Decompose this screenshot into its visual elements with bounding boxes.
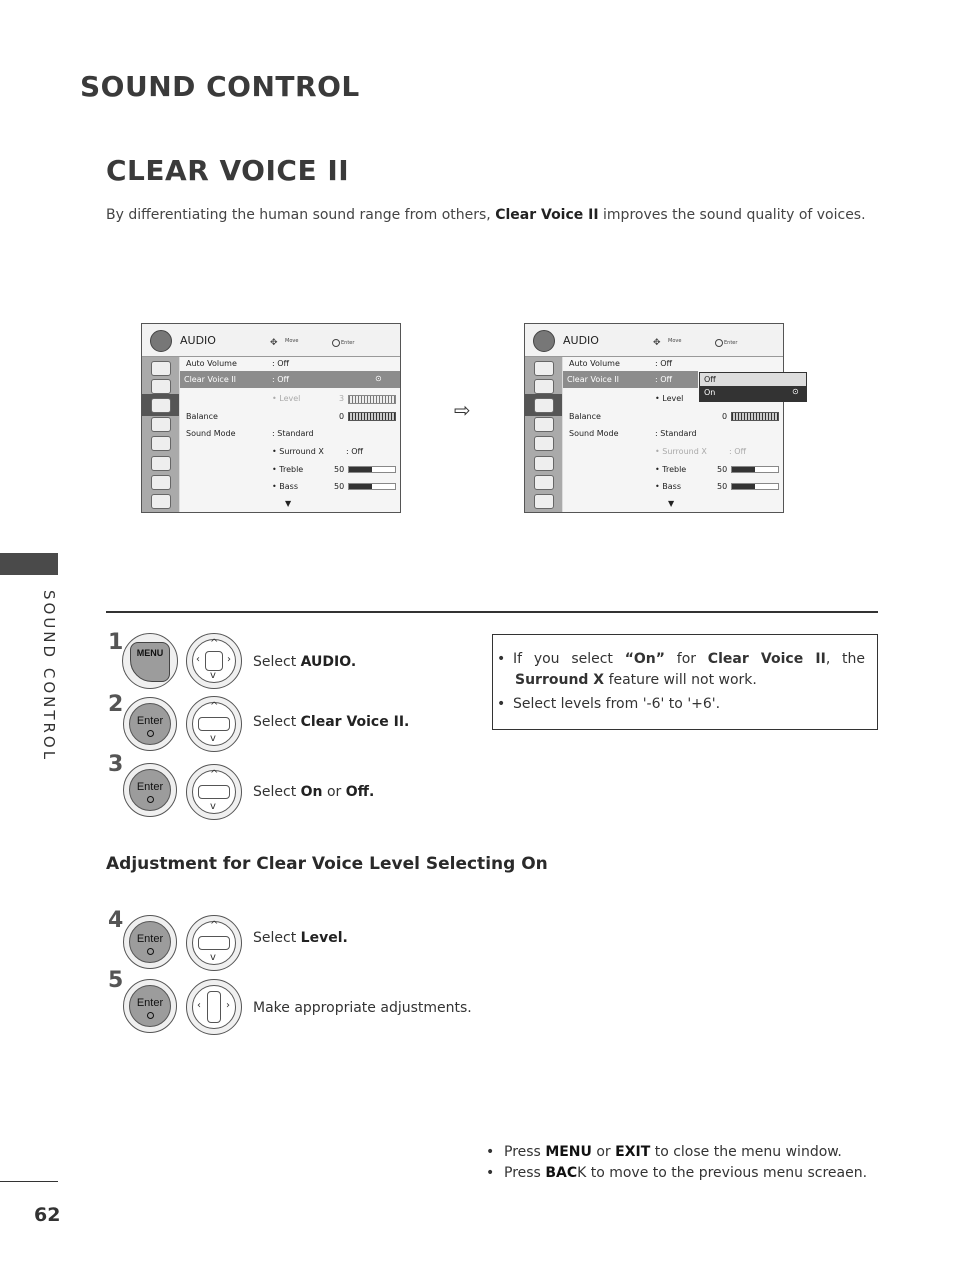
lock-icon xyxy=(151,456,171,471)
bass-value: 50 xyxy=(334,482,345,491)
footer-1-e: to close the menu window. xyxy=(654,1144,842,1160)
usb-icon xyxy=(151,494,171,509)
menu-button xyxy=(122,633,178,689)
bass-label: • Bass xyxy=(272,482,298,491)
note-1-clear-voice: Clear Voice II xyxy=(707,651,826,667)
select-icon: ⊙ xyxy=(375,374,382,383)
arrow-up-icon: ^ xyxy=(210,769,219,780)
note-1-on: “On” xyxy=(624,651,665,667)
arrow-up-icon: ^ xyxy=(210,920,219,931)
treble-value: 50 xyxy=(334,465,345,474)
usb-icon xyxy=(534,494,554,509)
enter-label: Enter xyxy=(341,340,355,346)
scroll-down-icon: ▼ xyxy=(668,499,675,508)
note-1-line-2 xyxy=(515,670,757,691)
popup-option-selected xyxy=(700,386,806,401)
audio-icon xyxy=(534,398,554,413)
enter-button-label: Enter xyxy=(136,715,164,727)
menu-header xyxy=(525,324,783,357)
note-1-part-e: , the xyxy=(825,651,866,667)
nav-center xyxy=(205,651,223,671)
balance-value: 0 xyxy=(722,412,728,421)
step-number-5: 5 xyxy=(108,968,124,993)
page-title: CLEAR VOICE II xyxy=(106,154,350,187)
nav-center xyxy=(198,785,230,799)
bass-bar xyxy=(731,483,779,490)
move-label: Move xyxy=(285,338,299,344)
section-title: SOUND CONTROL xyxy=(80,70,360,103)
enter-icon xyxy=(332,339,340,347)
note-1-part-a: If you select xyxy=(513,651,613,667)
option-icon xyxy=(151,436,171,451)
treble-label: • Treble xyxy=(655,465,687,474)
enter-button xyxy=(123,697,177,751)
enter-dot-icon xyxy=(147,948,154,955)
enter-label: Enter xyxy=(724,340,738,346)
note-2-text: Select levels from '-6' to '+6'. xyxy=(513,696,721,712)
enter-button-label: Enter xyxy=(136,933,164,945)
enter-button-label: Enter xyxy=(136,997,164,1009)
input-icon xyxy=(151,475,171,490)
bass-label: • Bass xyxy=(655,482,681,491)
select-icon: ⊙ xyxy=(792,387,799,396)
step-1-prefix: Select xyxy=(253,654,297,670)
footer-1-exit: EXIT xyxy=(615,1144,651,1160)
note-1-part-g: feature will not work. xyxy=(608,672,757,688)
balance-value: 0 xyxy=(339,412,345,421)
footer-bullet-1: • xyxy=(486,1144,495,1160)
side-tab-marker xyxy=(0,553,58,575)
arrow-left-icon: ‹ xyxy=(196,654,200,665)
step-3-bold-off: Off. xyxy=(345,784,375,800)
note-1-part-c: for xyxy=(676,651,697,667)
footer-1-a: Press xyxy=(504,1144,541,1160)
arrow-down-icon: v xyxy=(210,670,216,681)
arrow-down-icon: v xyxy=(210,733,216,744)
menu-category-strip xyxy=(142,357,179,512)
menu-button-label: MENU xyxy=(136,648,164,658)
clear-voice-label: Clear Voice II xyxy=(184,375,237,384)
clear-voice-value: : Off xyxy=(655,375,673,384)
arrow-down-icon: v xyxy=(210,952,216,963)
arrow-up-icon: ^ xyxy=(210,701,219,712)
treble-bar xyxy=(348,466,396,473)
step-number-2: 2 xyxy=(108,692,124,717)
footer-bullet-2: • xyxy=(486,1165,495,1181)
clear-voice-popup xyxy=(699,372,807,402)
auto-volume-value: : Off xyxy=(272,359,290,368)
picture-icon xyxy=(534,361,554,376)
level-bar xyxy=(348,395,396,404)
nav-center xyxy=(198,717,230,731)
footer-2-a: Press xyxy=(504,1165,541,1181)
footer-1-menu: MENU xyxy=(545,1144,592,1160)
picture-icon xyxy=(151,361,171,376)
surround-label: • Surround X xyxy=(272,447,324,456)
enter-dot-icon xyxy=(147,796,154,803)
input-icon xyxy=(534,475,554,490)
step-1-text xyxy=(253,654,356,670)
nav-center xyxy=(198,936,230,950)
intro-text-1: By differentiating the human sound range from others, xyxy=(106,207,491,223)
enter-button-label: Enter xyxy=(136,781,164,793)
step-3-bold-on: On xyxy=(300,784,323,800)
speaker-icon xyxy=(533,330,555,352)
intro-text-2: improves the sound quality of voices. xyxy=(603,207,866,223)
level-label: • Level xyxy=(272,394,301,403)
arrow-right-icon: › xyxy=(226,1000,230,1011)
speaker-icon xyxy=(150,330,172,352)
balance-label: Balance xyxy=(186,412,218,421)
menu-category-strip xyxy=(525,357,562,512)
note-bullet-2: • xyxy=(497,696,506,712)
time-icon xyxy=(151,417,171,432)
step-number-1: 1 xyxy=(108,630,124,655)
nav-button-updown xyxy=(186,696,242,752)
step-3-prefix: Select xyxy=(253,784,297,800)
arrow-right-icon: › xyxy=(227,654,231,665)
step-3-or: or xyxy=(326,784,342,800)
section-divider xyxy=(106,611,878,613)
step-1-bold: AUDIO. xyxy=(300,654,357,670)
enter-dot-icon xyxy=(147,730,154,737)
surround-label: • Surround X xyxy=(655,447,707,456)
step-2-text xyxy=(253,714,409,730)
enter-icon xyxy=(715,339,723,347)
step-2-prefix: Select xyxy=(253,714,297,730)
page-number-rule xyxy=(0,1181,58,1182)
auto-volume-label: Auto Volume xyxy=(186,359,237,368)
auto-volume-label: Auto Volume xyxy=(569,359,620,368)
side-label: SOUND CONTROL xyxy=(40,590,58,763)
sound-mode-label: Sound Mode xyxy=(569,429,619,438)
enter-button xyxy=(123,915,177,969)
treble-bar xyxy=(731,466,779,473)
lock-icon xyxy=(534,456,554,471)
nav-button-updown xyxy=(186,764,242,820)
audio-menu-before xyxy=(141,323,401,513)
footer-note-2 xyxy=(504,1165,867,1181)
scroll-down-icon: ▼ xyxy=(285,499,292,508)
move-label: Move xyxy=(668,338,682,344)
sound-mode-value: : Standard xyxy=(272,429,314,438)
bass-bar xyxy=(348,483,396,490)
step-number-3: 3 xyxy=(108,752,124,777)
nav-button-updown xyxy=(186,915,242,971)
treble-value: 50 xyxy=(717,465,728,474)
arrow-left-icon: ‹ xyxy=(197,1000,201,1011)
sound-mode-value: : Standard xyxy=(655,429,697,438)
enter-button xyxy=(123,763,177,817)
arrow-right-icon: ⇨ xyxy=(454,398,471,422)
popup-option-off: Off xyxy=(704,375,716,384)
note-1-surround: Surround X xyxy=(515,672,605,688)
intro-bold: Clear Voice II xyxy=(495,207,599,223)
page-number: 62 xyxy=(34,1204,61,1226)
balance-label: Balance xyxy=(569,412,601,421)
footer-2-c: K to move to the previous menu screaen. xyxy=(577,1165,868,1181)
clear-voice-label: Clear Voice II xyxy=(567,375,620,384)
notes-box xyxy=(492,634,878,730)
arrow-down-icon: v xyxy=(210,801,216,812)
surround-value: : Off xyxy=(729,447,747,456)
menu-title: AUDIO xyxy=(180,334,216,347)
subheading: Adjustment for Clear Voice Level Selecting On xyxy=(106,854,548,874)
note-1-line-1 xyxy=(513,649,865,670)
auto-volume-value: : Off xyxy=(655,359,673,368)
step-4-text xyxy=(253,930,348,946)
time-icon xyxy=(534,417,554,432)
footer-2-back: BAC xyxy=(545,1165,578,1181)
step-4-bold: Level. xyxy=(300,930,348,946)
menu-title: AUDIO xyxy=(563,334,599,347)
screen-icon xyxy=(151,379,171,394)
footer-note-1 xyxy=(504,1144,842,1160)
treble-label: • Treble xyxy=(272,465,304,474)
screen-icon xyxy=(534,379,554,394)
surround-value: : Off xyxy=(346,447,364,456)
step-number-4: 4 xyxy=(108,908,124,933)
level-label: • Level xyxy=(655,394,684,403)
audio-icon xyxy=(151,398,171,413)
clear-voice-value: : Off xyxy=(272,375,290,384)
move-icon: ✥ xyxy=(270,338,278,348)
option-icon xyxy=(534,436,554,451)
nav-center xyxy=(207,991,221,1023)
arrow-up-icon: ^ xyxy=(210,638,219,649)
enter-dot-icon xyxy=(147,1012,154,1019)
audio-menu-after xyxy=(524,323,799,513)
popup-option-on: On xyxy=(704,388,716,397)
balance-bar xyxy=(348,412,396,421)
nav-button-all xyxy=(186,633,242,689)
bass-value: 50 xyxy=(717,482,728,491)
level-value: 3 xyxy=(339,394,345,403)
balance-bar xyxy=(731,412,779,421)
note-bullet-1: • xyxy=(497,651,506,667)
menu-header xyxy=(142,324,400,357)
step-4-prefix: Select xyxy=(253,930,297,946)
step-3-text xyxy=(253,784,374,800)
step-5-text: Make appropriate adjustments. xyxy=(253,1000,472,1016)
footer-1-or: or xyxy=(596,1144,611,1160)
move-icon: ✥ xyxy=(653,338,661,348)
nav-button-leftright xyxy=(186,979,242,1035)
step-2-bold: Clear Voice II. xyxy=(300,714,410,730)
intro-paragraph xyxy=(106,204,878,226)
sound-mode-label: Sound Mode xyxy=(186,429,236,438)
enter-button xyxy=(123,979,177,1033)
